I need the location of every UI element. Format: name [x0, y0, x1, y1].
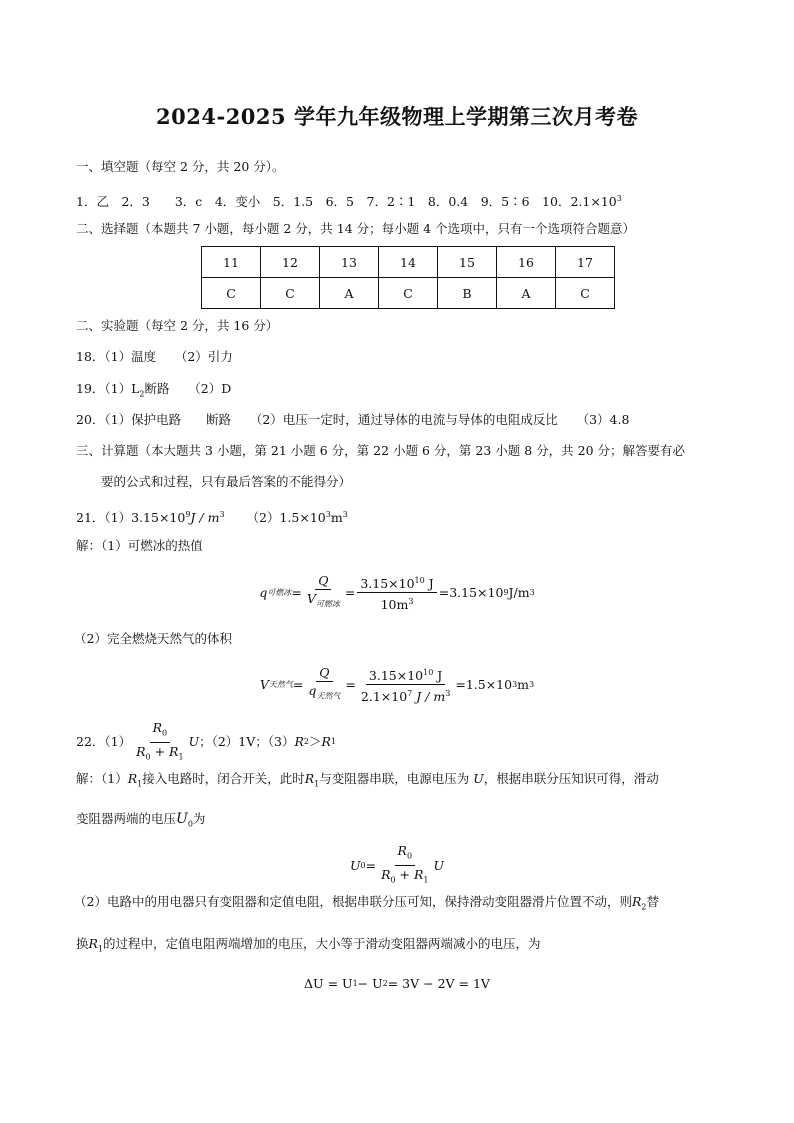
- answer-20: 20．（1）保护电路 断路 （2）电压一定时，通过导体的电流与导体的电阻成反比 （3）4.8: [76, 412, 630, 427]
- table-cell: A: [320, 278, 379, 309]
- section4-heading-line1: 三、计算题（本大题共 3 小题，第 21 小题 6 分，第 22 小题 6 分，第 23 小题 8 分，共 20 分；解答要有必: [76, 443, 686, 458]
- table-cell: A: [497, 278, 556, 309]
- equation-delta-u: ΔU = U 1 − U 2 = 3V − 2V = 1V: [304, 976, 490, 991]
- table-cell: C: [261, 278, 320, 309]
- solution-21-part2: （2）完全燃烧天然气的体积: [74, 631, 232, 646]
- answer-18: 18．（1）温度 （2）引力: [76, 349, 233, 364]
- solution-22-line3: （2）电路中的用电器只有变阻器和定值电阻，根据串联分压可知，保持滑动变阻器滑片位置不动，则$R_2$替: [74, 894, 659, 912]
- answer-21: 21．$(1)3.15\times 10^9J / m^3$ $(2)1.5\times 10^3m^3$: [76, 510, 348, 526]
- table-cell: 12: [261, 247, 320, 278]
- table-cell: 17: [556, 247, 615, 278]
- table-cell: C: [202, 278, 261, 309]
- solution-22-line2: 变阻器两端的电压$U_0$为: [76, 811, 206, 829]
- section4-heading-line2: 要的公式和过程，只有最后答案的不能得分）: [101, 474, 352, 489]
- table-cell: 13: [320, 247, 379, 278]
- equation-gas-volume: V 天然气 = $\frac{Q}{q_{天然气}}$ = $\frac{3.15\times 10^{10} J}{2.1\times 10^7 J / m^3}$ =1.5×10 3 m 3: [259, 665, 535, 705]
- table-cell: 16: [497, 247, 556, 278]
- page-title: 2024-2025 学年九年级物理上学期第三次月考卷: [156, 104, 638, 129]
- table-cell: 15: [438, 247, 497, 278]
- table-cell: B: [438, 278, 497, 309]
- answer-22: 22．（1） $\frac{R_0}{R_0 + R_1}$ U ；（2）1V；（3） R 2 ＞ R 1: [76, 720, 337, 761]
- solution-22-line1: 解：$(1)R_1$接入电路时，闭合开关，此时$R_1$与变阻器串联，电源电压为 U，根据串联分压知识可得，滑动: [76, 771, 659, 789]
- equation-u0: U 0 = $\frac{R_0}{R_0 + R_1}$ U: [349, 843, 445, 884]
- answer-19: 19．$(1)L_2$断路 （2）D: [76, 381, 232, 399]
- table-cell: C: [556, 278, 615, 309]
- table-cell: C: [379, 278, 438, 309]
- section2-heading: 二、选择题（本题共 7 小题，每小题 2 分，共 14 分；每小题 4 个选项中，只有一个选项符合题意）: [76, 221, 636, 236]
- section3-heading: 二、实验题（每空 2 分，共 16 分）: [76, 318, 279, 333]
- choice-answer-table: [201, 246, 615, 309]
- section1-answers: 1．乙 2．3 3．c 4．变小 5．1.5 6．5 7．2∶1 8．0.4 9．5∶6 10．$2.1\times 10^3$: [76, 194, 622, 210]
- equation-heat-value: q 可燃冰 = $\frac{Q}{V_{可燃冰}}$ = $\frac{3.15\times 10^{10} J}{10m^3}$ =3.15×10 9 J/m 3: [259, 573, 535, 613]
- table-cell: 14: [379, 247, 438, 278]
- table-row-numbers: [202, 247, 615, 278]
- table-row-answers: [202, 278, 615, 309]
- solution-21-intro: 解：（1）可燃冰的热值: [76, 538, 203, 553]
- table-cell: 11: [202, 247, 261, 278]
- solution-22-line4: 换$R_1$的过程中，定值电阻两端增加的电压，大小等于滑动变阻器两端减小的电压，为: [76, 936, 541, 954]
- section1-heading: 一、填空题（每空 2 分，共 20 分）。: [76, 159, 285, 174]
